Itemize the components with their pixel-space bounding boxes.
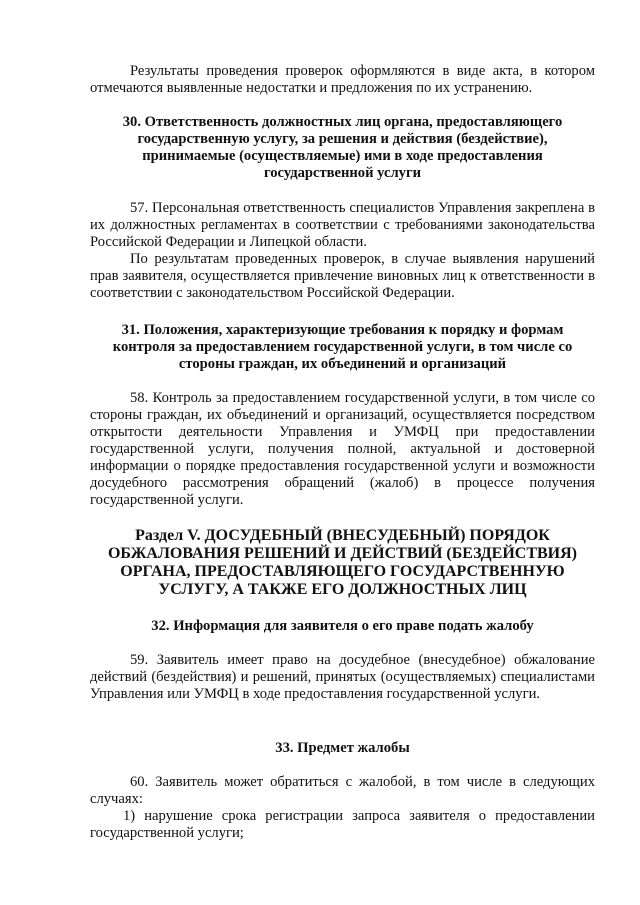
paragraph-59: 59. Заявитель имеет право на досудебное (внесудебное) обжалование действий (бездействия) и решений, принятых (осуществляемых) специалистами Управления или УМФЦ в ходе предоставления государственной услуги. — [90, 652, 595, 702]
paragraph-58: 58. Контроль за предоставлением государственной услуги, в том числе со стороны граждан, их объединений и организаций, осуществляется посредством открытости деятельности Управления и УМФЦ при предоставлении государственной услуги, получения полной, актуальной и достоверной информации о порядке предоставления государственной услуги и возможности досудебного рассмотрения обращений (жалоб) в процессе получения государственной услуги. — [90, 390, 595, 508]
section-5-title: Раздел V. ДОСУДЕБНЫЙ (ВНЕСУДЕБНЫЙ) ПОРЯДОК ОБЖАЛОВАНИЯ РЕШЕНИЙ И ДЕЙСТВИЙ (БЕЗДЕЙСТВИЯ) ОРГАНА, ПРЕДОСТАВЛЯЮЩЕГО ГОСУДАРСТВЕННУЮ УСЛУГУ, А ТАКЖЕ ЕГО ДОЛЖНОСТНЫХ ЛИЦ — [107, 527, 577, 598]
heading-33: 33. Предмет жалобы — [275, 740, 410, 756]
list-item-1: 1) нарушение срока регистрации запроса заявителя о предоставлении государственной услуги; — [90, 808, 595, 841]
paragraph-57: 57. Персональная ответственность специалистов Управления закреплена в их должностных регламентах в соответствии с требованиями законодательства Российской Федерации и Липецкой области. — [90, 200, 595, 250]
paragraph-results: Результаты проведения проверок оформляются в виде акта, в котором отмечаются выявленные недостатки и предложения по их устранению. — [90, 63, 595, 96]
heading-32: 32. Информация для заявителя о его праве подать жалобу — [151, 618, 534, 634]
heading-30: 30. Ответственность должностных лиц органа, предоставляющего государственную услугу, за решения и действия (бездействие), принимаемые (осуществляемые) ими в ходе предоставления государственной услуги — [122, 114, 563, 181]
paragraph-60: 60. Заявитель может обратиться с жалобой, в том числе в следующих случаях: — [90, 774, 595, 807]
heading-31: 31. Положения, характеризующие требования к порядку и формам контроля за предоставлением государственной услуги, в том числе со стороны граждан, их объединений и организаций — [112, 322, 573, 372]
paragraph-57-continued: По результатам проведенных проверок, в случае выявления нарушений прав заявителя, осуществляется привлечение виновных лиц к ответственности в соответствии с законодательством Российской Федерации. — [90, 251, 595, 301]
